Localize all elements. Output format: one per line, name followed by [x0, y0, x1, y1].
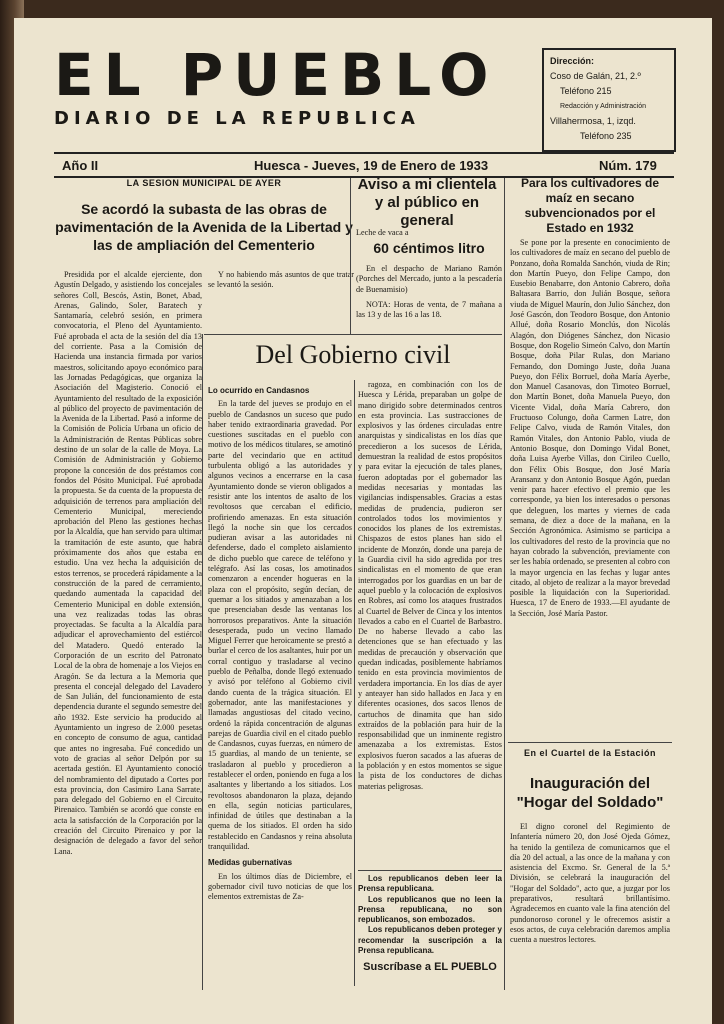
article4-body: El digno coronel del Regimiento de Infantería número 20, don José Ojeda Gómez, ha tenido la gentileza de comunicarnos que el día 20 del actual, a las once de la mañana y con asistencia del Excmo. Sr. General de la 5.ª División, se celebrará la inauguración del "Hogar del Soldado", acto que, a juzgar por los preparativos, resultará brillantísimo. Agradecemos en cuanto vale la fina atención del pundonoroso coronel y le ofrecemos asistir a esos actos, de cuya celebración daremos amplia cuenta a nuestros lectores. — [510, 822, 670, 945]
notices-box — [358, 874, 502, 986]
divider-article4 — [508, 742, 672, 743]
notice-1: Los republicanos deben leer la Prensa republicana. — [358, 874, 502, 894]
article1-kicker: LA SESION MUNICIPAL DE AYER — [126, 178, 282, 188]
article3-column — [510, 238, 670, 736]
divider-vertical-4 — [354, 380, 355, 986]
notice-3: Los republicanos deben proteger y recomendar la suscripción a la Prensa republicana. — [358, 925, 502, 956]
divider-vertical-3 — [202, 334, 203, 990]
divider-notices — [358, 870, 502, 871]
article4-column — [510, 822, 670, 986]
article1-body-2: Y no habiendo más asuntos de que tratar se levantó la sesión. — [208, 270, 354, 290]
notice-4: Suscríbase a EL PUEBLO — [363, 961, 497, 974]
notice-2: Los republicanos que no leen la Prensa republicana, no son republicanos, son embozados. — [358, 894, 502, 925]
article2-body-2: ragoza, en combinación con los de Huesca y Lérida, preparaban un golpe de mano dirigido sobre determinados centros en esta provincia. Las sustracciones de explosivos y las órdenes circuladas entre anarquistas y sindicalistas en los días que precedieron a los sucesos de Lérida, demuestran la realidad de estos propósitos y para evitar la ejecución de tales planes, fueron adoptadas por el gobernador las medidas necesarias y montadas las vigilancias indispensables. Gracias a estas medidas de prudencia, pudieron ser controlados todos los movimientos y conocidos los planes de los extremistas. Chispazos de estos planes han sido el incidente de Monzón, donde una pareja de la Guardia civil ha sido agredida por tres sindicalistas en el momento de que eran interrogados por los guardias en un bar de aquel pueblo y la colocación de explosivos en Robres, así como los ataques frustrados al Cuartel de Belver de Cinca y los intentos llevados a cabo en el Cuartel de Barbastro. De no haberse llevado a cabo las detenciones que se han efectuado y las medidas de precaución y observación que quedan indicadas, posiblemente habríamos tenido en esta provincia movimientos de verdadera importancia. En los días de ayer y anteayer han sido hallados en Jaca y en diferentes ocasiones, dos sacos llenos de cartuchos de dinamita que han sido extraídos de la población para huir de la responsabilidad que un inminente registro amenazaba a los extremistas. Estos explosivos fueron sacados a las afueras de la población y en estos momentos se sigue la pista de los conductores de dichas materias peligrosas. — [358, 380, 502, 791]
article2-body-1: En la tarde del jueves se produjo en el pueblo de Candasnos un suceso que pudo haber tenido extraordinaria gravedad. Por cuestiones suscitadas en el pueblo con motivo de los médicos titulares, se amotinó parte del vecindario que en actitud turbulenta obligó a las autoridades y algunos vecinos a encerrarse en la casa Ayuntamiento donde se vieron obligados a resistir ante los intentos de asalto de los revoltosos que cercaban el edificio, profiriendo amenazas. En esta situación llegó la noche sin que los cercados pudieran avisar a las autoridades ni defenderse, dado el completo aislamiento de dicho pueblo que carece de teléfono y telégrafo. Así las cosas, los amotinados comenzaron a encender hogueras en la plaza con el propósito, según decían, de quemar a los sitiados y amenazaban a los que presenciaban desde las ventanas los horrorosos preparativos. Ante la situación desesperada, pudo un vecino llamado Miguel Ferrer que heroicamente se prestó a burlar el cerco de los asaltantes, huir por un corral contiguo y trasladarse al vecino pueblo de Peñalba, donde llegó extenuado y avisó por teléfono al Gobierno civil dando cuenta de la trágica situación. El gobernador, ante las manifestaciones y llamadas angustiosas del citado vecino, ordenó la rápida concentración de algunas parejas de Guardia civil en el citado pueblo de Candasnos, cuyas fuerzas, en número de 15 guardias, al mando de un teniente, se trasladaron al pueblo y procedieron a restablecer el orden, poniendo en fuga a los asaltantes y libertando a los sitiados. Los revoltosos abandonaron la plaza, dejando en ella, según noticias particulares, infinidad de útiles que destinaban a la quema de los sitiados. El orden ha sido restablecido en Candasnos y reina absoluta tranquilidad. — [208, 399, 352, 852]
article4-kicker: En el Cuartel de la Estación — [523, 748, 657, 758]
address-line-3: Redacción y Administración — [560, 103, 646, 110]
address-line-2: Teléfono 215 — [560, 86, 612, 96]
article3-headline: Para los cultivadores de maíz en secano subvencionados por el Estado en 1932 — [520, 176, 660, 235]
divider-gobierno-top — [204, 334, 502, 335]
issue-number: Núm. 179 — [599, 158, 657, 173]
ad-note — [356, 300, 502, 322]
article2-body-1b: En los últimos días de Diciembre, el gobernador civil tuvo noticias de que los elementos extremistas de Za- — [208, 871, 352, 902]
divider-vertical-1 — [350, 178, 351, 334]
masthead-subtitle: DIARIO DE LA REPUBLICA — [54, 108, 420, 129]
address-line-1: Coso de Galán, 21, 2.º — [550, 71, 641, 81]
article2-headline: Del Gobierno civil — [255, 340, 451, 369]
ad-line-text: Leche de vaca a — [356, 228, 409, 237]
divider-vertical-2 — [504, 178, 505, 990]
year-label: Año II — [62, 158, 99, 173]
ad-note-text: NOTA: Horas de venta, de 7 mañana a las 13 y de las 16 a las 18. — [356, 300, 502, 320]
article2-sub-1: Lo ocurrido en Candasnos — [208, 386, 310, 395]
date-label: Huesca - Jueves, 19 de Enero de 1933 — [254, 158, 489, 173]
ad-headline: Aviso a mi clientela y al público en general — [357, 176, 497, 229]
address-box — [542, 48, 676, 152]
address-line-4: Villahermosa, 1, izqd. — [550, 116, 636, 126]
address-label: Dirección: — [550, 56, 595, 66]
article1-column-2 — [208, 270, 354, 332]
article1-headline: Se acordó la subasta de las obras de pavimentación de la Avenida de la Libertad y las de ampliación del Cementerio — [55, 201, 353, 253]
article2-column-2 — [358, 380, 502, 864]
ad-body — [356, 264, 502, 296]
address-line-5: Teléfono 235 — [580, 131, 632, 141]
newspaper-page — [14, 18, 712, 1024]
ad-body-text: En el despacho de Mariano Ramón (Porches del Mercado, junto a la pescadería de Buenamisio) — [356, 264, 502, 294]
dateline — [54, 154, 674, 176]
masthead-title: EL PUEBLO — [54, 41, 499, 109]
article2-column-1 — [208, 380, 352, 986]
article3-body: Se pone por la presente en conocimiento de los cultivadores de maíz en secano del pueblo de Ponzano, doña Romalda Sanchón, viuda de Rin; don Martín Pueyo, don Felipe Campo, don Eusebio Benabarre, don Antonio Cabrero, doña Baltasara Barrio, don Julián Bosque, señora viuda de Miguel Maurín, don Julio Sánchez, don José Gascón, don Teodoro Bosque, don Antonio Allué, doña Rosario Monclús, don Nicolás Alagón, don Diógenes Sánchez, don Nicasio Bosque, don Rogelio Simeón Calvo, don Martín Bosque, doña Pilar Rulas, don Mariano Fernando, don Domingo Juste, doña Juana Pueyo, don Félix Borruel, doña María Ayerbe, don Manuel Casanovas, don Timoteo Borruel, don Martín Bonet, doña Manuela Pueyo, don Vicente Vidal, doña María Cabrero, don Fructuoso Colungo, doña Carmen Latre, don Felipe Calvo, viuda de Ramón Vitales, don Ramón Vitales, don Antonio Pablo, viuda de Antonio Bosque, don Domingo Vidal Bonet, doña Luisa Ayerbe Villas, don Cirileo Cuello, don Félix Obis Bosque, don José María Aransanz y don Antonio Bosque Agón, puedan venir para hacer efectivo el premio que les corresponde, ya bien los interesados o personas que deleguen, los martes y viernes de cada semana, de diez a doce de la mañana, en la Sección Agronómica. Asimismo se participa a los cultivadores del resto de la provincia que no hayan cobrado la subvención, previamente con ser les había ordenado, se presenten al cobro con la mayor urgencia en las fechas y lugar antes citado, al objeto de realizar a la mayor brevedad posible la liquidación con la Superioridad. Huesca, 17 de Enero de 1933.—El ayudante de la Sección, José María Pastor. — [510, 238, 670, 618]
article1-body-1: Presidida por el alcalde ejerciente, don Agustín Delgado, y asistiendo los concejales señores Coll, Bescós, Astin, Bonet, Abad, Arenas, Galindo, Soler, Baratech y Santamaría, celebró sesión, en primera convocatoria, el Pleno del Ayuntamiento. Fué aprobada el acta de la sesión del día 13 del corriente. Pasa a la Comisión de Hacienda una instancia firmada por varios maestros, solicitando apoyo económico para las Jornadas Pedagógicas, que organiza la Asociación del Magisterio. Conoció el Ayuntamiento del resultado de la exposición al público del proyecto de pavimentación de la Avenida de la Libertad. Pasó a informe de la Comisión de Policía Urbana un oficio de la Administración de Rentas Públicas sobre destino de un solar de la calle de Moya. La Comisión de Administración y Gobierno propone la concesión de dos préstamos con fondos del Pósito Municipal. Fué aprobada la propuesta. Se da cuenta de la propuesta de adquisición de terrenos para ampliación del Cementerio Municipal, mereciendo aprobación del Pleno las gestiones hechas por la Alcaldía, que han servido para ultimar la tramitación de este asunto, que habrá próximamente dos años que estaba en estudio. Una vez hecha la adquisición de estos terrenos, se procederá rápidamente a la construcción de la pared de cerramiento, quedando aumentada la capacidad del Cementerio Municipal en doble extensión, una vez realizadas todas las obras proyectadas. Se faculta a la Alcaldía para adjudicar el aprovechamiento del estiércol del Matadero. Quedó enterado la Corporación de un escrito del Patronato Local de la obra de homenaje a los Viejos en Aragón. Se da lectura a la Memoria que presenta el concejal delegado del Lavadero de San Julián, del funcionamiento de esta dependencia durante el segundo semestre del año 1932. Este servicio ha producido al Ayuntamiento un ingreso de 2.000 pesetas en concepto de consumo de agua, cantidad que antes no ingresaba. Fué concedido un voto de gracias al señor Delpón por su acertada gestión. El Ayuntamiento conoció del nombramiento del diputado a Cortes por esta provincia, don Casimiro Lana Sarrate, para delegado del Gobierno en el Circuito Pirenaico. También se acordó que conste en acta la satisfacción de la Corporación por la creación del Circuito Pirenaico y por la designación de delegado a favor del señor Lana. — [54, 270, 202, 856]
article4-headline: Inauguración del "Hogar del Soldado" — [516, 775, 664, 811]
article2-sub-2: Medidas gubernativas — [208, 858, 293, 868]
ad-price: 60 céntimos litro — [373, 240, 485, 256]
article1-column-1 — [54, 270, 202, 990]
